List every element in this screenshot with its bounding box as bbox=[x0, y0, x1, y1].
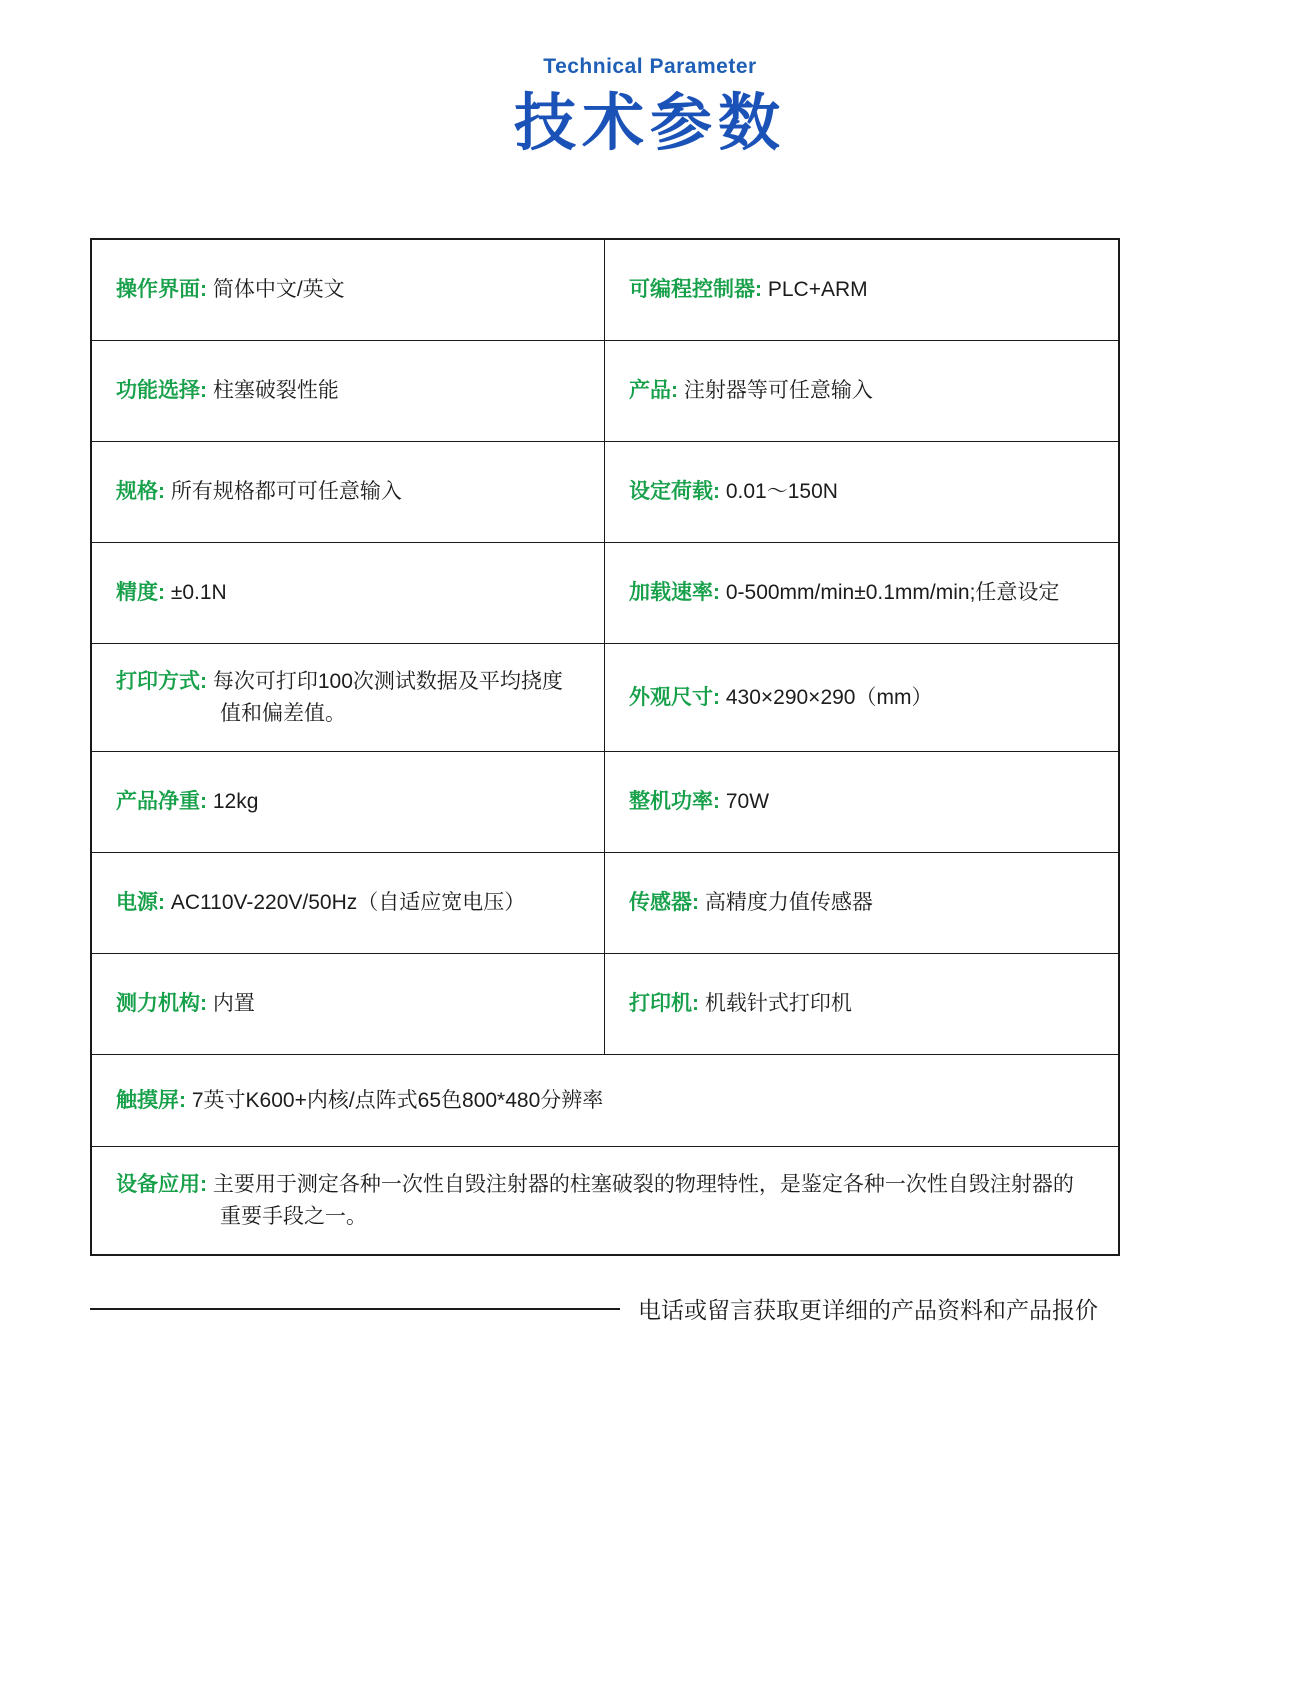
param-cell-product bbox=[605, 341, 1118, 441]
param-value: 主要用于测定各种一次性自毁注射器的柱塞破裂的物理特性，是鉴定各种一次性自毁注射器的 bbox=[212, 1173, 1074, 1196]
param-label: 整机功率: bbox=[629, 790, 720, 814]
parameters-table bbox=[90, 238, 1120, 1256]
param-value: 注射器等可任意输入 bbox=[683, 379, 873, 403]
param-label: 传感器: bbox=[629, 891, 699, 915]
param-value: 430×290×290（mm） bbox=[725, 685, 933, 709]
page-header bbox=[0, 0, 1300, 163]
param-value: 0-500mm/min±0.1mm/min;任意设定 bbox=[725, 581, 1060, 605]
param-label: 产品净重: bbox=[116, 790, 207, 814]
param-value: 0.01～150N bbox=[725, 480, 838, 504]
param-value: 高精度力值传感器 bbox=[704, 891, 873, 915]
param-value: 所有规格都可可任意输入 bbox=[170, 480, 402, 504]
table-row bbox=[92, 240, 1118, 341]
param-value: ±0.1N bbox=[170, 581, 227, 605]
param-label: 规格: bbox=[116, 480, 165, 504]
param-label: 打印方式: bbox=[116, 670, 207, 693]
table-row bbox=[92, 1147, 1118, 1254]
param-cell-controller bbox=[605, 240, 1118, 340]
param-label: 设备应用: bbox=[116, 1173, 207, 1196]
param-cell-specification bbox=[92, 442, 605, 542]
param-cell-loading-rate bbox=[605, 543, 1118, 643]
param-cell-set-load bbox=[605, 442, 1118, 542]
param-label: 打印机: bbox=[629, 992, 699, 1016]
param-cell-power-supply bbox=[92, 853, 605, 953]
param-cell-power bbox=[605, 752, 1118, 852]
table-row bbox=[92, 1055, 1118, 1147]
param-label: 设定荷载: bbox=[629, 480, 720, 504]
param-cell-sensor bbox=[605, 853, 1118, 953]
param-label: 电源: bbox=[116, 891, 165, 915]
param-value: 70W bbox=[725, 790, 770, 814]
param-cell-print-mode bbox=[92, 644, 605, 751]
param-cell-operation-interface bbox=[92, 240, 605, 340]
param-value: AC110V-220V/50Hz（自适应宽电压） bbox=[170, 891, 526, 915]
param-cell-dimensions bbox=[605, 644, 1118, 751]
param-value: 柱塞破裂性能 bbox=[212, 379, 339, 403]
param-label: 加载速率: bbox=[629, 581, 720, 605]
param-value: 机载针式打印机 bbox=[704, 992, 852, 1016]
table-row bbox=[92, 853, 1118, 954]
table-row bbox=[92, 341, 1118, 442]
table-row bbox=[92, 752, 1118, 853]
header-eyebrow: Technical Parameter bbox=[543, 55, 757, 78]
footer-divider bbox=[90, 1308, 620, 1310]
param-cell-application bbox=[92, 1147, 1118, 1254]
param-label: 可编程控制器: bbox=[629, 278, 762, 302]
footer-note: 电话或留言获取更详细的产品资料和产品报价 bbox=[638, 1297, 1098, 1323]
param-label: 操作界面: bbox=[116, 278, 207, 302]
param-value: 7英寸K600+内核/点阵式65色800*480分辨率 bbox=[191, 1088, 604, 1112]
param-value: 内置 bbox=[212, 992, 255, 1016]
param-value: 每次可打印100次测试数据及平均挠度 bbox=[212, 670, 563, 693]
param-label: 外观尺寸: bbox=[629, 685, 720, 709]
table-row bbox=[92, 442, 1118, 543]
param-label: 产品: bbox=[629, 379, 678, 403]
param-label: 精度: bbox=[116, 581, 165, 605]
param-cell-function-selection bbox=[92, 341, 605, 441]
page-footer bbox=[90, 1292, 1135, 1325]
param-value: 12kg bbox=[212, 790, 259, 814]
page-title: 技术参数 bbox=[513, 89, 786, 158]
param-cell-net-weight bbox=[92, 752, 605, 852]
param-label: 测力机构: bbox=[116, 992, 207, 1016]
param-value-line2: 重要手段之一。 bbox=[220, 1204, 367, 1228]
param-cell-accuracy bbox=[92, 543, 605, 643]
param-value: PLC+ARM bbox=[767, 278, 868, 302]
param-label: 触摸屏: bbox=[116, 1088, 186, 1112]
table-row bbox=[92, 543, 1118, 644]
param-cell-force-mechanism bbox=[92, 954, 605, 1054]
table-row bbox=[92, 954, 1118, 1055]
table-row bbox=[92, 644, 1118, 752]
param-label: 功能选择: bbox=[116, 379, 207, 403]
param-value: 简体中文/英文 bbox=[212, 278, 345, 302]
param-cell-printer bbox=[605, 954, 1118, 1054]
param-cell-touchscreen bbox=[92, 1055, 1118, 1146]
param-value-line2: 值和偏差值。 bbox=[220, 701, 346, 725]
